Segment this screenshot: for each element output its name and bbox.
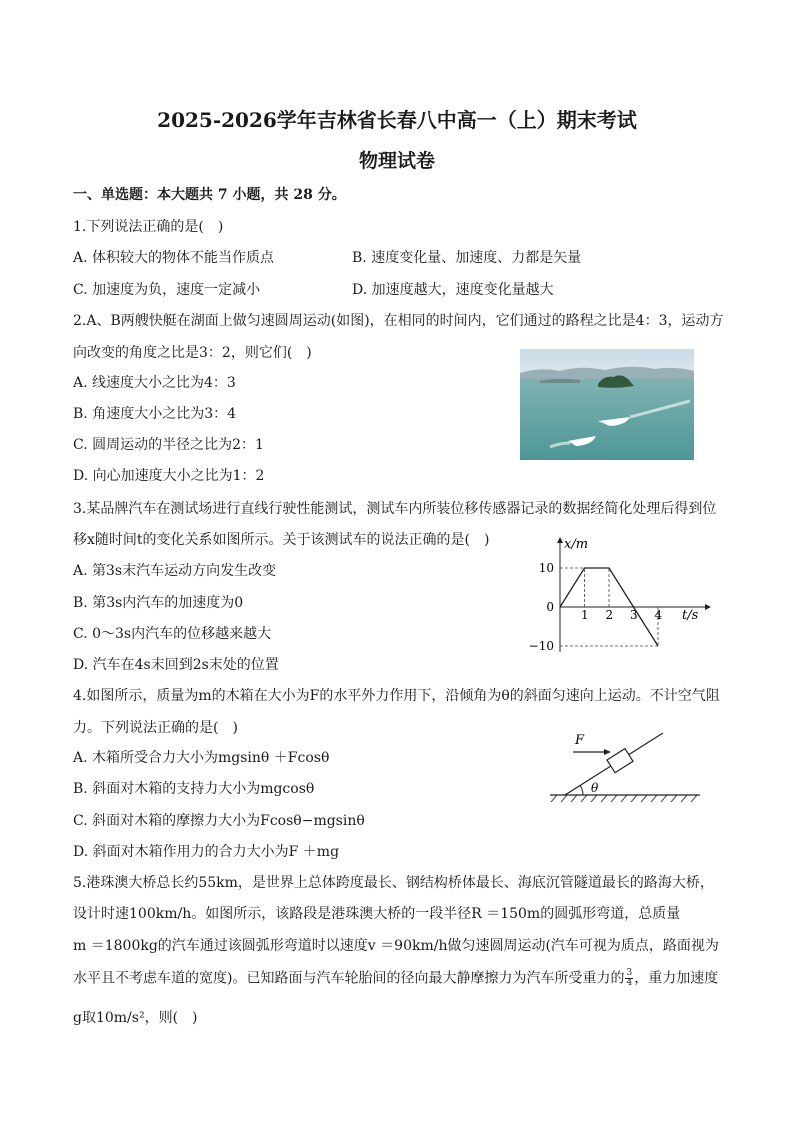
- q4-stem-line1: 4.如图所示，质量为m的木箱在大小为F的水平外力作用下，沿倾角为θ的斜面匀速向上运动。不计空气阻: [73, 688, 720, 704]
- q3-option-d: D. 汽车在4s末回到2s末处的位置: [73, 657, 279, 673]
- x-tick-label: 3: [630, 608, 638, 622]
- x-axis-label: t/s: [682, 608, 699, 623]
- q5-line2: 设计时速100km/h。如图所示，该路段是港珠澳大桥的一段半径R ＝150m的圆弧形弯道，总质量: [73, 906, 681, 922]
- q2-option-b: B. 角速度大小之比为3：4: [73, 406, 237, 422]
- q1-option-b: B. 速度变化量、加速度、力都是矢量: [352, 250, 582, 266]
- y-tick-label: −10: [528, 639, 554, 653]
- x-axis-arrow: [705, 604, 711, 610]
- q1-option-c: C. 加速度为负，速度一定减小: [73, 282, 261, 298]
- q5-line3: m ＝1800kg的汽车通过该圆弧形弯道时以速度v ＝90km/h做匀速圆周运动(汽车可视为质点，路面视为: [73, 938, 719, 954]
- angle-arc: [580, 786, 583, 796]
- q5-line4-tail: ，重力加速度: [634, 970, 719, 987]
- exam-title: 2025-2026学年吉林省长春八中高一（上）期末考试: [157, 108, 637, 132]
- q4-option-c: C. 斜面对木箱的摩擦力大小为Fcosθ−mgsinθ: [73, 813, 365, 829]
- y-axis-arrow: [557, 537, 563, 543]
- wooden-box: [607, 749, 633, 773]
- q1-stem: 1.下列说法正确的是( ): [73, 219, 224, 235]
- q4-option-a: A. 木箱所受合力大小为mgsinθ ＋Fcosθ: [73, 750, 330, 766]
- q2-stem-line2: 向改变的角度之比是3：2，则它们( ): [73, 345, 312, 361]
- q5-line4: [73, 969, 718, 988]
- q4-option-d: D. 斜面对木箱作用力的合力大小为F ＋mg: [73, 844, 340, 860]
- displacement-time-graph: [520, 528, 720, 662]
- y-axis-label: x/m: [564, 537, 589, 552]
- q1-option-d: D. 加速度越大，速度变化量越大: [352, 282, 554, 298]
- q2-option-c: C. 圆周运动的半径之比为2：1: [73, 437, 264, 453]
- speedboats-lake-photo: [520, 349, 694, 460]
- q5-line4-text: 水平且不考虑车道的宽度)。已知路面与汽车轮胎间的径向最大静摩擦力为汽车所受重力的: [73, 970, 625, 987]
- x-tick-label: 4: [654, 608, 663, 622]
- angle-label: θ: [591, 781, 599, 795]
- q3-option-a: A. 第3s末汽车运动方向发生改变: [73, 563, 277, 579]
- q1-option-a: A. 体积较大的物体不能当作质点: [73, 250, 275, 266]
- fraction-denominator: 4: [626, 978, 633, 988]
- y-tick-label: 0: [546, 600, 554, 614]
- q5-line5: g取10m/s²，则( ): [73, 1010, 198, 1026]
- q4-option-b: B. 斜面对木箱的支持力大小为mgcosθ: [73, 781, 315, 797]
- y-tick-label: 10: [538, 561, 554, 575]
- fraction: [625, 969, 633, 988]
- q2-option-a: A. 线速度大小之比为4：3: [73, 375, 236, 391]
- exam-subtitle: 物理试卷: [358, 150, 435, 172]
- q3-option-c: C. 0～3s内汽车的位移越来越大: [73, 626, 272, 642]
- q3-option-b: B. 第3s内汽车的加速度为0: [73, 595, 244, 611]
- q2-stem-line1: 2.A、B两艘快艇在湖面上做匀速圆周运动(如图)，在相同的时间内，它们通过的路程之比是4：3，运动方: [73, 313, 724, 329]
- q4-stem-line2: 力。下列说法正确的是( ): [73, 720, 238, 736]
- x-tick-label: 1: [581, 608, 589, 622]
- fraction-numerator: 3: [626, 968, 633, 978]
- q3-stem-line1: 3.某品牌汽车在测试场进行直线行驶性能测试，测试车内所装位移传感器记录的数据经简化处理后得到位: [73, 501, 717, 517]
- q5-line1: 5.港珠澳大桥总长约55km，是世界上总体跨度最长、钢结构桥体最长、海底沉管隧道最长的路海大桥，: [73, 875, 714, 891]
- x-tick-label: 2: [605, 608, 614, 622]
- ground-hatching: [551, 795, 697, 802]
- force-arrow-head: [604, 749, 611, 755]
- q3-stem-line2: 移x随时间t的变化关系如图所示。关于该测试车的说法正确的是( ): [73, 532, 490, 548]
- q2-option-d: D. 向心加速度大小之比为1：2: [73, 468, 265, 484]
- section-heading: 一、单选题：本大题共 7 小题，共 28 分。: [73, 187, 346, 203]
- force-label: F: [575, 733, 585, 748]
- incline-diagram: [545, 725, 705, 807]
